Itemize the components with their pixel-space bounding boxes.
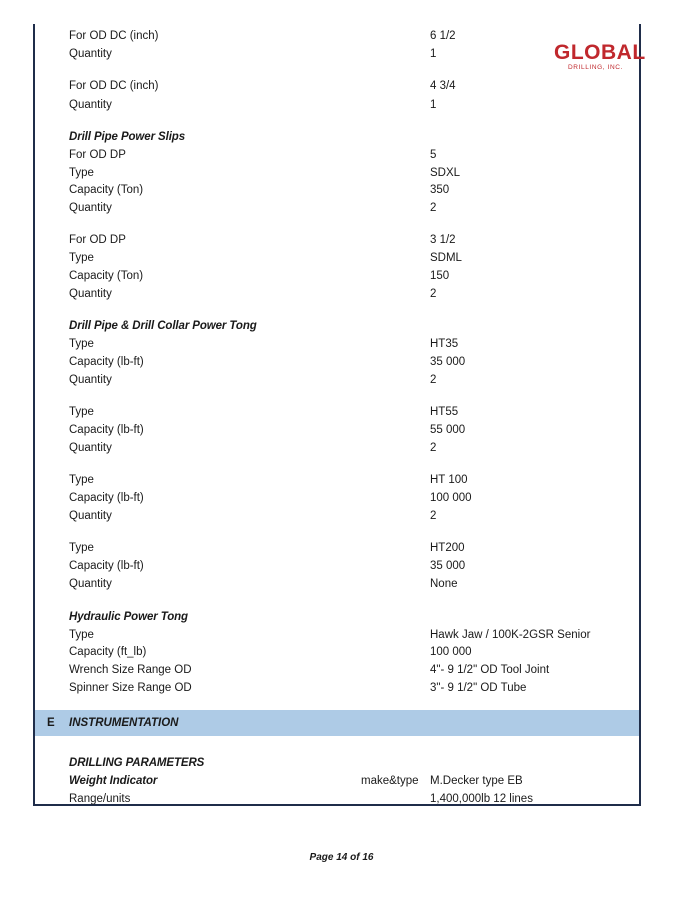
row-value: 350 — [430, 184, 450, 196]
row-value: 6 1/2 — [430, 30, 456, 42]
row-value: HT200 — [430, 542, 465, 554]
row-label: Capacity (lb-ft) — [69, 492, 144, 504]
row-label: Capacity (Ton) — [69, 270, 144, 282]
subsection-heading: DRILLING PARAMETERS — [69, 757, 205, 769]
row-label: For OD DC (inch) — [69, 30, 159, 42]
row-value: 35 000 — [430, 560, 466, 572]
row-value: 2 — [430, 288, 437, 300]
row-label: Type — [69, 629, 94, 641]
row-value: 2 — [430, 374, 437, 386]
row-value: HT35 — [430, 338, 459, 350]
row-label: Type — [69, 252, 94, 264]
row-label: Capacity (Ton) — [69, 184, 144, 196]
row-value: 4 3/4 — [430, 80, 456, 92]
row-label: Type — [69, 406, 94, 418]
row-label: For OD DC (inch) — [69, 80, 159, 92]
row-value: 150 — [430, 270, 450, 282]
subsection-heading: Hydraulic Power Tong — [69, 611, 188, 623]
row-value: 1 — [430, 99, 437, 111]
row-label: Weight Indicator — [69, 775, 158, 787]
row-label: Quantity — [69, 442, 112, 454]
row-label: Type — [69, 167, 94, 179]
company-logo — [554, 41, 646, 74]
row-value: 100 000 — [430, 646, 472, 658]
logo-main-text: GLOBAL — [554, 41, 646, 64]
row-value: HT55 — [430, 406, 459, 418]
row-label: Spinner Size Range OD — [69, 682, 192, 694]
row-value: 100 000 — [430, 492, 472, 504]
row-value: SDML — [430, 252, 462, 264]
row-value: HT 100 — [430, 474, 468, 486]
row-label: Range/units — [69, 793, 131, 805]
row-label: Quantity — [69, 99, 112, 111]
row-value: Hawk Jaw / 100K-2GSR Senior — [430, 629, 591, 641]
row-label: Type — [69, 338, 94, 350]
row-value: None — [430, 578, 458, 590]
row-value: 3 1/2 — [430, 234, 456, 246]
row-label: Capacity (ft_lb) — [69, 646, 147, 658]
row-label: Quantity — [69, 578, 112, 590]
row-value: 4"- 9 1/2" OD Tool Joint — [430, 664, 550, 676]
row-value: 35 000 — [430, 356, 466, 368]
row-label: Capacity (lb-ft) — [69, 424, 144, 436]
row-label: Quantity — [69, 510, 112, 522]
row-label: Quantity — [69, 202, 112, 214]
row-label: Capacity (lb-ft) — [69, 560, 144, 572]
row-label: Type — [69, 542, 94, 554]
row-label: Wrench Size Range OD — [69, 664, 192, 676]
row-label: For OD DP — [69, 149, 126, 161]
row-value: 2 — [430, 510, 437, 522]
row-label: Quantity — [69, 288, 112, 300]
row-value: SDXL — [430, 167, 461, 179]
row-label: Quantity — [69, 48, 112, 60]
logo-sub-text: DRILLING, INC. — [568, 64, 623, 71]
row-label: Quantity — [69, 374, 112, 386]
row-value: M.Decker type EB — [430, 775, 523, 787]
row-value: 3"- 9 1/2" OD Tube — [430, 682, 527, 694]
section-title: INSTRUMENTATION — [69, 717, 179, 729]
row-value: 1,400,000lb 12 lines — [430, 793, 533, 805]
row-value: 1 — [430, 48, 437, 60]
row-value: 55 000 — [430, 424, 466, 436]
subsection-heading: Drill Pipe & Drill Collar Power Tong — [69, 320, 257, 332]
page-number: Page 14 of 16 — [309, 852, 374, 863]
row-middle: make&type — [361, 775, 419, 787]
subsection-heading: Drill Pipe Power Slips — [69, 131, 186, 143]
row-value: 5 — [430, 149, 437, 161]
row-label: Capacity (lb-ft) — [69, 356, 144, 368]
row-value: 2 — [430, 202, 437, 214]
row-label: For OD DP — [69, 234, 126, 246]
row-value: 2 — [430, 442, 437, 454]
section-letter: E — [47, 717, 55, 729]
row-label: Type — [69, 474, 94, 486]
